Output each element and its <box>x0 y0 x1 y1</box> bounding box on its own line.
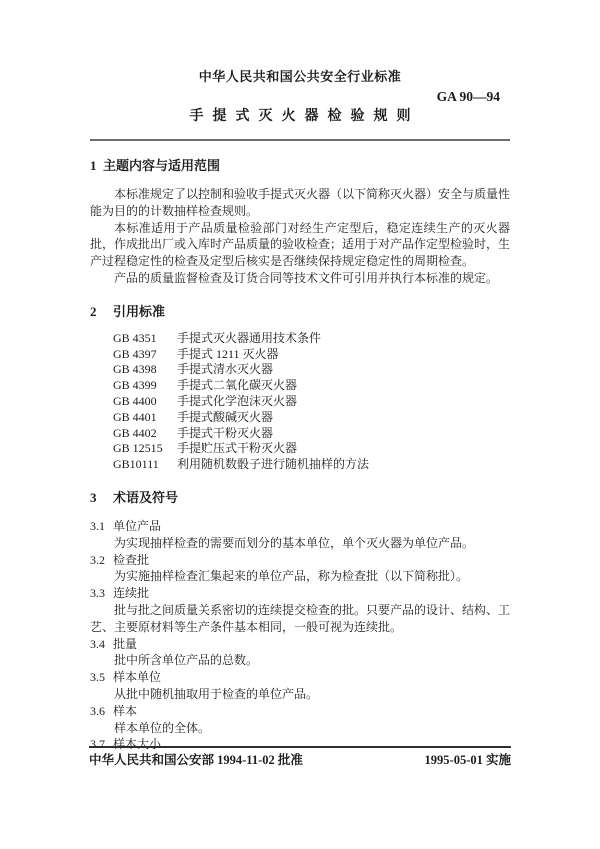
term-number: 3.5 <box>90 670 105 685</box>
terms-list <box>90 518 510 753</box>
page-footer <box>89 746 511 769</box>
body-paragraph: 产品的质量监督检查及订货合同等技术文件可引用并执行本标准的规定。 <box>114 270 499 285</box>
reference-name: 手提式干粉灭火器 <box>177 425 274 440</box>
standard-org-line: 中华人民共和国公共安全行业标准 <box>198 69 402 84</box>
footer-row <box>89 748 511 769</box>
reference-row <box>90 347 510 363</box>
term-heading <box>90 518 510 535</box>
term-number: 3.3 <box>90 586 105 601</box>
section-1-heading <box>90 157 510 175</box>
term-label: 样本单位 <box>113 670 162 685</box>
term-heading <box>90 585 510 602</box>
reference-name: 手提贮压式干粉灭火器 <box>177 441 298 456</box>
section-2-title: 引用标准 <box>113 303 166 319</box>
reference-row <box>90 410 510 426</box>
term-label: 批量 <box>113 636 138 651</box>
reference-code: GB 4351 <box>113 330 157 345</box>
term-heading <box>90 636 510 653</box>
reference-code: GB 4400 <box>113 393 157 408</box>
page-content <box>90 0 510 753</box>
term-label: 样本大小 <box>113 737 162 752</box>
term-definition: 从批中随机抽取用于检查的单位产品。 <box>114 686 319 701</box>
reference-row <box>90 426 510 442</box>
term-label: 单位产品 <box>113 518 162 533</box>
reference-name: 手提式 1211 灭火器 <box>177 346 279 361</box>
document-title: 手提式灭火器检验规则 <box>189 109 420 124</box>
term-label: 连续批 <box>113 586 150 601</box>
term-heading <box>90 552 510 569</box>
section-2-heading <box>90 303 510 321</box>
term-number: 3.6 <box>90 703 105 718</box>
reference-code: GB 12515 <box>113 441 163 456</box>
term-definition: 样本单位的全体。 <box>114 720 211 735</box>
reference-name: 手提式酸碱灭火器 <box>177 409 274 424</box>
reference-row <box>90 378 510 394</box>
section-3-heading <box>90 489 510 507</box>
term-heading <box>90 703 510 720</box>
references-list <box>90 331 510 473</box>
section-3-number: 3 <box>90 489 97 505</box>
term-number: 3.4 <box>90 636 105 651</box>
term-heading <box>90 669 510 686</box>
section-3-title: 术语及符号 <box>113 489 179 505</box>
implementation-text: 1995-05-01 实施 <box>424 753 511 767</box>
reference-row <box>90 394 510 410</box>
reference-name: 手提式二氧化碳灭火器 <box>177 378 298 393</box>
term-label: 样本 <box>113 703 138 718</box>
section-1-title: 主题内容与适用范围 <box>103 158 221 173</box>
approval-text: 中华人民共和国公安部 1994-11-02 批准 <box>89 753 303 767</box>
reference-code: GB10111 <box>113 457 159 472</box>
reference-name: 利用随机数骰子进行随机抽样的方法 <box>177 457 370 472</box>
term-label: 检查批 <box>113 552 150 567</box>
standard-number: GA 90—94 <box>436 89 500 104</box>
reference-code: GB 4401 <box>113 409 157 424</box>
term-definition: 为实现抽样检查的需要而划分的基本单位，单个灭火器为单位产品。 <box>114 535 475 550</box>
reference-code: GB 4398 <box>113 362 157 377</box>
reference-row <box>90 331 510 347</box>
reference-name: 手提式灭火器通用技术条件 <box>177 330 322 345</box>
term-definition: 批与批之间质量关系密切的连续提交检查的批。只要产品的设计、结构、工艺、主要原材料等生产条件基本相同，一般可视为连续批。 <box>90 602 511 634</box>
section-1-paragraphs <box>90 186 510 287</box>
header-rule <box>90 139 510 141</box>
reference-code: GB 4399 <box>113 378 157 393</box>
reference-name: 手提式化学泡沫灭火器 <box>177 393 298 408</box>
reference-code: GB 4402 <box>113 425 157 440</box>
reference-name: 手提式清水灭火器 <box>177 362 274 377</box>
term-definition: 为实施抽样检查汇集起来的单位产品，称为检查批（以下简称批）。 <box>114 569 469 584</box>
reference-row <box>90 362 510 378</box>
section-2-number: 2 <box>90 303 97 319</box>
body-paragraph: 本标准规定了以控制和验收手提式灭火器（以下简称灭火器）安全与质量性能为目的的计数抽样检查规则。 <box>90 187 511 218</box>
term-number: 3.1 <box>90 518 105 533</box>
term-number: 3.2 <box>90 552 105 567</box>
body-paragraph: 本标准适用于产品质量检验部门对经生产定型后，稳定连续生产的灭火器批，作成批出厂或入库时产品质量的验收检查；适用于对产品作定型检验时，生产过程稳定性的检查及定型后核实是否继续保持规定稳定性的周期检查。 <box>90 220 511 269</box>
reference-row <box>90 441 510 457</box>
reference-row <box>90 457 510 473</box>
term-number: 3.7 <box>90 737 105 752</box>
reference-code: GB 4397 <box>113 346 157 361</box>
term-definition: 批中所含单位产品的总数。 <box>114 653 259 668</box>
section-1-number: 1 <box>90 158 97 173</box>
